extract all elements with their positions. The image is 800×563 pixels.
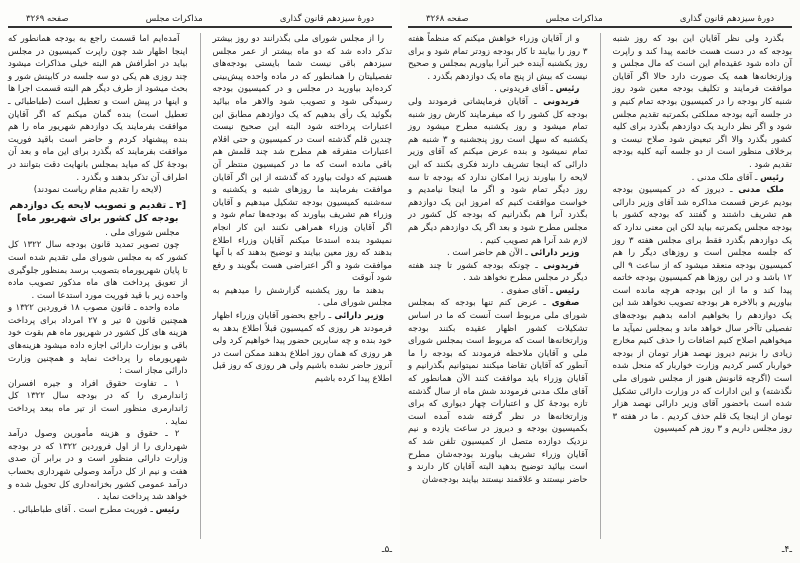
paragraph bbox=[213, 310, 393, 386]
column-right bbox=[613, 33, 793, 539]
paragraph-text: ـ عرض کنم تنها بودجه که بمجلس شورای ملی مربوط است آنست که ما در اساس تشکیلات کشور اظهار عقیده بکنند بودجه وزارتخانه‌ها است که مربوط است بمجلس شورای ملی و آقایان ملاحظه فرمودند که بودجه را ما آنطور که آقایان تقاضا میکنند نمیتوانیم بگذرانیم و آقایان وزراء باید موافقت کنند الآن همانطور که آقای ملک مدنی فرمودند شش ماه از سال گذشته تازه بودجهٔ کل و اعتبارات چهار دیواری که برای وزارتخانه‌ها در نظر گرفته شده آمده است بکمیسیون بودجه و دیروز در ساعت یازده و نیم نزدیک دوازده متصل از کمیسیون تلفن شد که آقایان وزراء تشریف بیاورند بودجه‌شان مطرح است بیائید توضیح بدهید البته آقایان کار دارند و حاضر نیستند و علاقمند نیستند بیایند بودجه‌شان bbox=[408, 298, 588, 485]
paragraph bbox=[408, 247, 588, 260]
page-footer-number: ـ۵ـ bbox=[381, 545, 392, 555]
paragraph bbox=[8, 504, 188, 517]
speaker-name: فریدونی bbox=[543, 96, 580, 107]
paragraph bbox=[8, 378, 188, 428]
speaker-name: فریدونی bbox=[543, 260, 580, 271]
paragraph bbox=[213, 33, 393, 285]
column-divider bbox=[200, 33, 201, 539]
header-page-number: صفحه ۳۲۶۹ bbox=[26, 14, 69, 24]
section-heading bbox=[8, 199, 188, 225]
paragraph-text: ـ آقای صفوی . bbox=[500, 285, 556, 296]
speaker-name: رئیس bbox=[155, 504, 180, 515]
paragraph bbox=[613, 172, 793, 185]
columns bbox=[408, 33, 792, 539]
paragraph-text: ۱ ـ تفاوت حقوق افراد و جیره افسران ژاندارمری را که در بودجه سال ۱۳۲۲ کل ژاندارمری منظور است از تیر ماه ببعد پرداخت نماید . bbox=[8, 378, 188, 427]
paragraph-text: ـ فوریت مطرح است . آقای طباطبائی . bbox=[12, 504, 156, 515]
header-page-number: صفحه ۳۲۶۸ bbox=[426, 14, 469, 24]
paragraph-text: را از مجلس شورای ملی بگذرانند دو روز بیشتر تذکر داده شد که دو ماه بیشتر از عمر مجلس سیزدهم باقی نیست شما بایستی بودجه‌های تفصیلیتان را همانطور که در ماده واحده پیش‌بینی کرده‌اید بیاورید در مجلس و در کمیسیون بودجه رسیدگی شود و تصویب شود والاهر ماه بیائید بگوئید یک رأی بدهیم که یک دوازدهم مطابق این اعتبارات پرداخته شود البته این صحیح نیست چندین قلم گذشته است در کمیسیون و حتی اقلام اعتبارات متفرقه هم مطرح شد چند قلمش هم باقی مانده است که ما در کمیسیون منتظر آن هستیم که دولت بیاورد که گذشته از این اگر آقایان موافقت بفرمایند ما روزهای شنبه و یکشنبه و سه‌شنبه کمیسیون بودجه تشکیل میدهیم و آقایان وزراء هم تشریف بیاورند که بودجه‌ها تمام شود و اگر آقایان وزراء همراهی نکنند این کار انجام نمیشود بنده استدعا میکنم آقایان وزراء اطلاع بدهند که روز معین بیایند و توضیح بدهند که با آنها موافقت شود و اگر اعتراضی هست بگویند و رفع شود آنوقت bbox=[212, 34, 392, 284]
paragraph-text: بدهند ما روز یکشنبه گزارشش را میدهیم به مجلس شورای ملی . bbox=[212, 285, 392, 309]
paragraph bbox=[8, 302, 188, 378]
paragraph bbox=[408, 83, 588, 96]
page-header bbox=[8, 14, 392, 28]
speaker-name: رئیس bbox=[555, 285, 580, 296]
paragraph bbox=[8, 184, 188, 197]
speaker-name: صفوی bbox=[551, 298, 580, 309]
paragraph-text: ـ چونکه بودجه کشور تا چند هفته دیگر در مجلس مطرح نخواهد شد . bbox=[408, 260, 588, 284]
paragraph bbox=[408, 285, 588, 298]
paragraph-text: ـ آقای ملک مدنی . bbox=[691, 172, 761, 183]
paragraph-text: ـ الآن هم حاضر است . bbox=[446, 248, 531, 259]
column-right bbox=[213, 33, 393, 539]
paragraph-text: [۴ ـ تقدیم و تصویب لایحه یک دوازدهم بودجه کل کشور برای شهریور ماه] bbox=[9, 199, 187, 224]
paragraph bbox=[8, 33, 188, 184]
paragraph-text: ـ آقای فریدونی . bbox=[494, 84, 556, 95]
paragraph-text: مجلس شورای ملی . bbox=[105, 227, 180, 238]
paragraph bbox=[8, 428, 188, 504]
paragraph bbox=[408, 260, 588, 285]
paragraph bbox=[408, 297, 588, 486]
paragraph-text: ـ راجع بحضور آقایان وزراء اظهار فرمودند هر روزی که کمیسیون قبلاً اطلاع بدهد به خود بنده و چه سایرین حضور پیدا خواهیم کرد ولی هر روزی که همان روز اطلاع بدهند ممکن است در آنروز حاضر نشده باشیم ولی هر روزی که روز قبل اطلاع پیدا کرده باشیم bbox=[212, 311, 392, 385]
paragraph-text: ـ دیروز که در کمیسیون بودجه بودیم عرض قسمت مذاکره شد آقای وزیر دارائی هم تشریف داشتند و گفتند که بودجه کشور با بودجه مجلس یکمرتبه بیاید لکن این معنی ندارد که یک دوازدهم بگذرد فقط برای مجلس هفته ۳ روز که جلسه مجلس است و روزهای دیگر را هم کمیسیون بودجه منعقد میشود که از ساعت ۹ الی ۱۲ باشد و در این روزها هم کمیسیون بودجه خاتمه پیدا کند و ما از این بودجه هرچه مانده است بیاوریم و بالاخره هر بودجه تصویب نخواهد شد این یک دوازدهم را بخواهیم ادامه بدهیم بودجه‌های تفصیلی تاآخر سال خواهد ماند و بمجلس نمیآید ما میخواهیم اصلاح کنیم اضافات را حذف کنیم مخارج زیادی را بزنیم دیروز نهصد هزار تومان از بودجه خواربار کسر کردیم وزارت خواربار که منحل شده است (اگرچه قانونش هنوز از مجلس شورای ملی نگذشته) و این ادارات که در وزارت دارائی تشکیل شده است باحضور آقای وزیر دارائی نهصد هزار تومان از اینجا یک قلم حذف کردیم . ما در هفته ۳ روز مجلس داریم و ۳ روز هم کمیسیون bbox=[612, 185, 792, 435]
paragraph bbox=[213, 285, 393, 310]
column-left bbox=[408, 33, 588, 539]
paragraph-text: ۲ ـ حقوق و هزینه مأمورین وصول درآمد شهرداری را از اول فروردین ۱۳۲۲ که در بودجه وزارت دارائی منظور است و در برابر آن صدی هفت و نیم از کل درآمد وصولی شهرداری بحساب درآمد عمومی کشور بخزانه‌داری کل تحویل شده و خواهد شد پرداخت نماید . bbox=[8, 429, 188, 503]
paragraph-text: ماده واحده ـ قانون مصوب ۱۸ فروردین ۱۳۲۲ و همچنین قانون ۵ تیر و ۲۷ امرداد برای پرداخت هزینه های کل کشور در شهریور ماه هم بقوت خود باقی و بوزارت دارائی اجازه داده میشود هزینه‌های شهریورماه را پرداخت نماید و همچنین وزارت دارائی مجاز است : bbox=[8, 303, 188, 377]
speaker-name: رئیس bbox=[760, 172, 784, 183]
paragraph bbox=[408, 96, 588, 247]
column-divider bbox=[600, 33, 601, 539]
paragraph bbox=[8, 239, 188, 302]
header-title: دورهٔ سیزدهم قانون گذاری bbox=[279, 14, 374, 24]
header-title: دورهٔ سیزدهم قانون گذاری bbox=[679, 14, 774, 24]
page-footer-number: ـ۴ـ bbox=[781, 545, 792, 555]
paragraph bbox=[408, 33, 588, 83]
paragraph bbox=[613, 33, 793, 172]
speaker-name: وزیر دارائی bbox=[334, 311, 384, 322]
speaker-name: رئیس bbox=[555, 84, 580, 95]
paragraph-text: و از آقایان وزراء خواهش میکنم که منظماً هفته ۳ روز را بیایند تا کار بودجه زودتر تمام شود و برای روز یکشنبه آینده خبر آنرا بیاوریم بمجلس و صحیح نیست که بیش از پنج ماه یک دوازدهم بگذرد . bbox=[408, 34, 588, 82]
paragraph-text: آمده‌ایم اما قسمت راجع به بودجه همانطور که اینجا اظهار شد چون راپرت کمیسیون در مجلس بیاید در اطرافش هم البته خیلی مذاکرات میشود چند روزی هم یکی دو سه جلسه در کابینش شور و بحث میشود از طرف دیگر هم البته قسمت اجرا ها و اینها در پیش است و تعطیل است (طباطبائی ـ تعطیل است) بنده گمان میکنم که اگر آقایان موافقت بفرمایند یک دوازدهم شهریور ماه را هم بنده پیشنهاد کردم و حاضر است باقید فوریت موافقت بفرمایند که بگذرد برای این ماه و بعد آن بودجهٔ کل که میاید بمجلس بانهایت دقت بتوانند در اطراف آن تذکر بدهند و بگذرد . bbox=[8, 34, 188, 183]
paragraph-text: ـ آقایان فرمایشاتی فرمودند ولی بودجه کل کشور را که میفرمایند کارش روز شنبه تمام میشود و روز یکشنبه مطرح میشود روز یکشنبه که سهل است روز پنجشنبه و ۳ شنبه هم تمام نمیشود و بنده عرض میکنم که آقای وزیر دارائی که اینجا تشریف دارند فکری بکنند که این لایحه را بیاورند زیرا امکان ندارد که بودجه تا سه روز دیگر تمام شود و اگر ما اینجا نیامدیم و خواست موافقت کنیم که امروز این یک دوازدهم بگذرد آنرا هم بگذرانیم که بودجه کل کشور در مجلس مطرح شود و بعد اگر یک دوازدهم دیگر هم لازم شد آنرا هم تصویب کنیم . bbox=[408, 96, 588, 246]
paragraph bbox=[8, 227, 188, 240]
paragraph-text: بگذرد ولی نظر آقایان این بود که روز شنبه بودجه که در دست هست خاتمه پیدا کند و راپرت آن داده شود عقیده‌ام این است که مال مجلس و وزارتخانه‌ها همه یک صورت دارد حالا اگر آقایان موافقت فرمایند و تکلیف بودجه معین شود روز شنبه کار بودجه را در کمیسیون بودجه تمام کنیم و در جلسه آتیه بودجه مملکتی بکمرتبه تقدیم مجلس شود و اگر نظر دارید یک دوازدهم بگذرد برای کلیه کشور بگذرد والا اگر تبعیض شود صلاح نیست و برخلاف منظور است از دو جلسه آتیه کلیه بودجه تقدیم شود . bbox=[612, 34, 792, 170]
paragraph-text: (لایحه را تقدیم مقام ریاست نمودند) bbox=[33, 185, 162, 196]
paragraph-text: چون تصویر تمدید قانون بودجه سال ۱۳۲۲ کل کشور که به مجلس شورای ملی تقدیم شده است تا پایان شهریورماه بتصویب برسد بمنظور جلوگیری از تعویق پرداخت های ماه مذکور تصویب ماده واحده زیر با قید فوریت مورد استدعا است . bbox=[8, 240, 188, 301]
speaker-name: وزیر دارائی bbox=[530, 248, 580, 259]
header-section: مذاکرات مجلس bbox=[545, 14, 603, 24]
column-left bbox=[8, 33, 188, 539]
page-header bbox=[408, 14, 792, 28]
columns bbox=[8, 33, 392, 539]
paragraph bbox=[613, 184, 793, 436]
right-page bbox=[400, 0, 800, 563]
speaker-name: ملک مدنی bbox=[738, 185, 785, 196]
header-section: مذاکرات مجلس bbox=[145, 14, 203, 24]
